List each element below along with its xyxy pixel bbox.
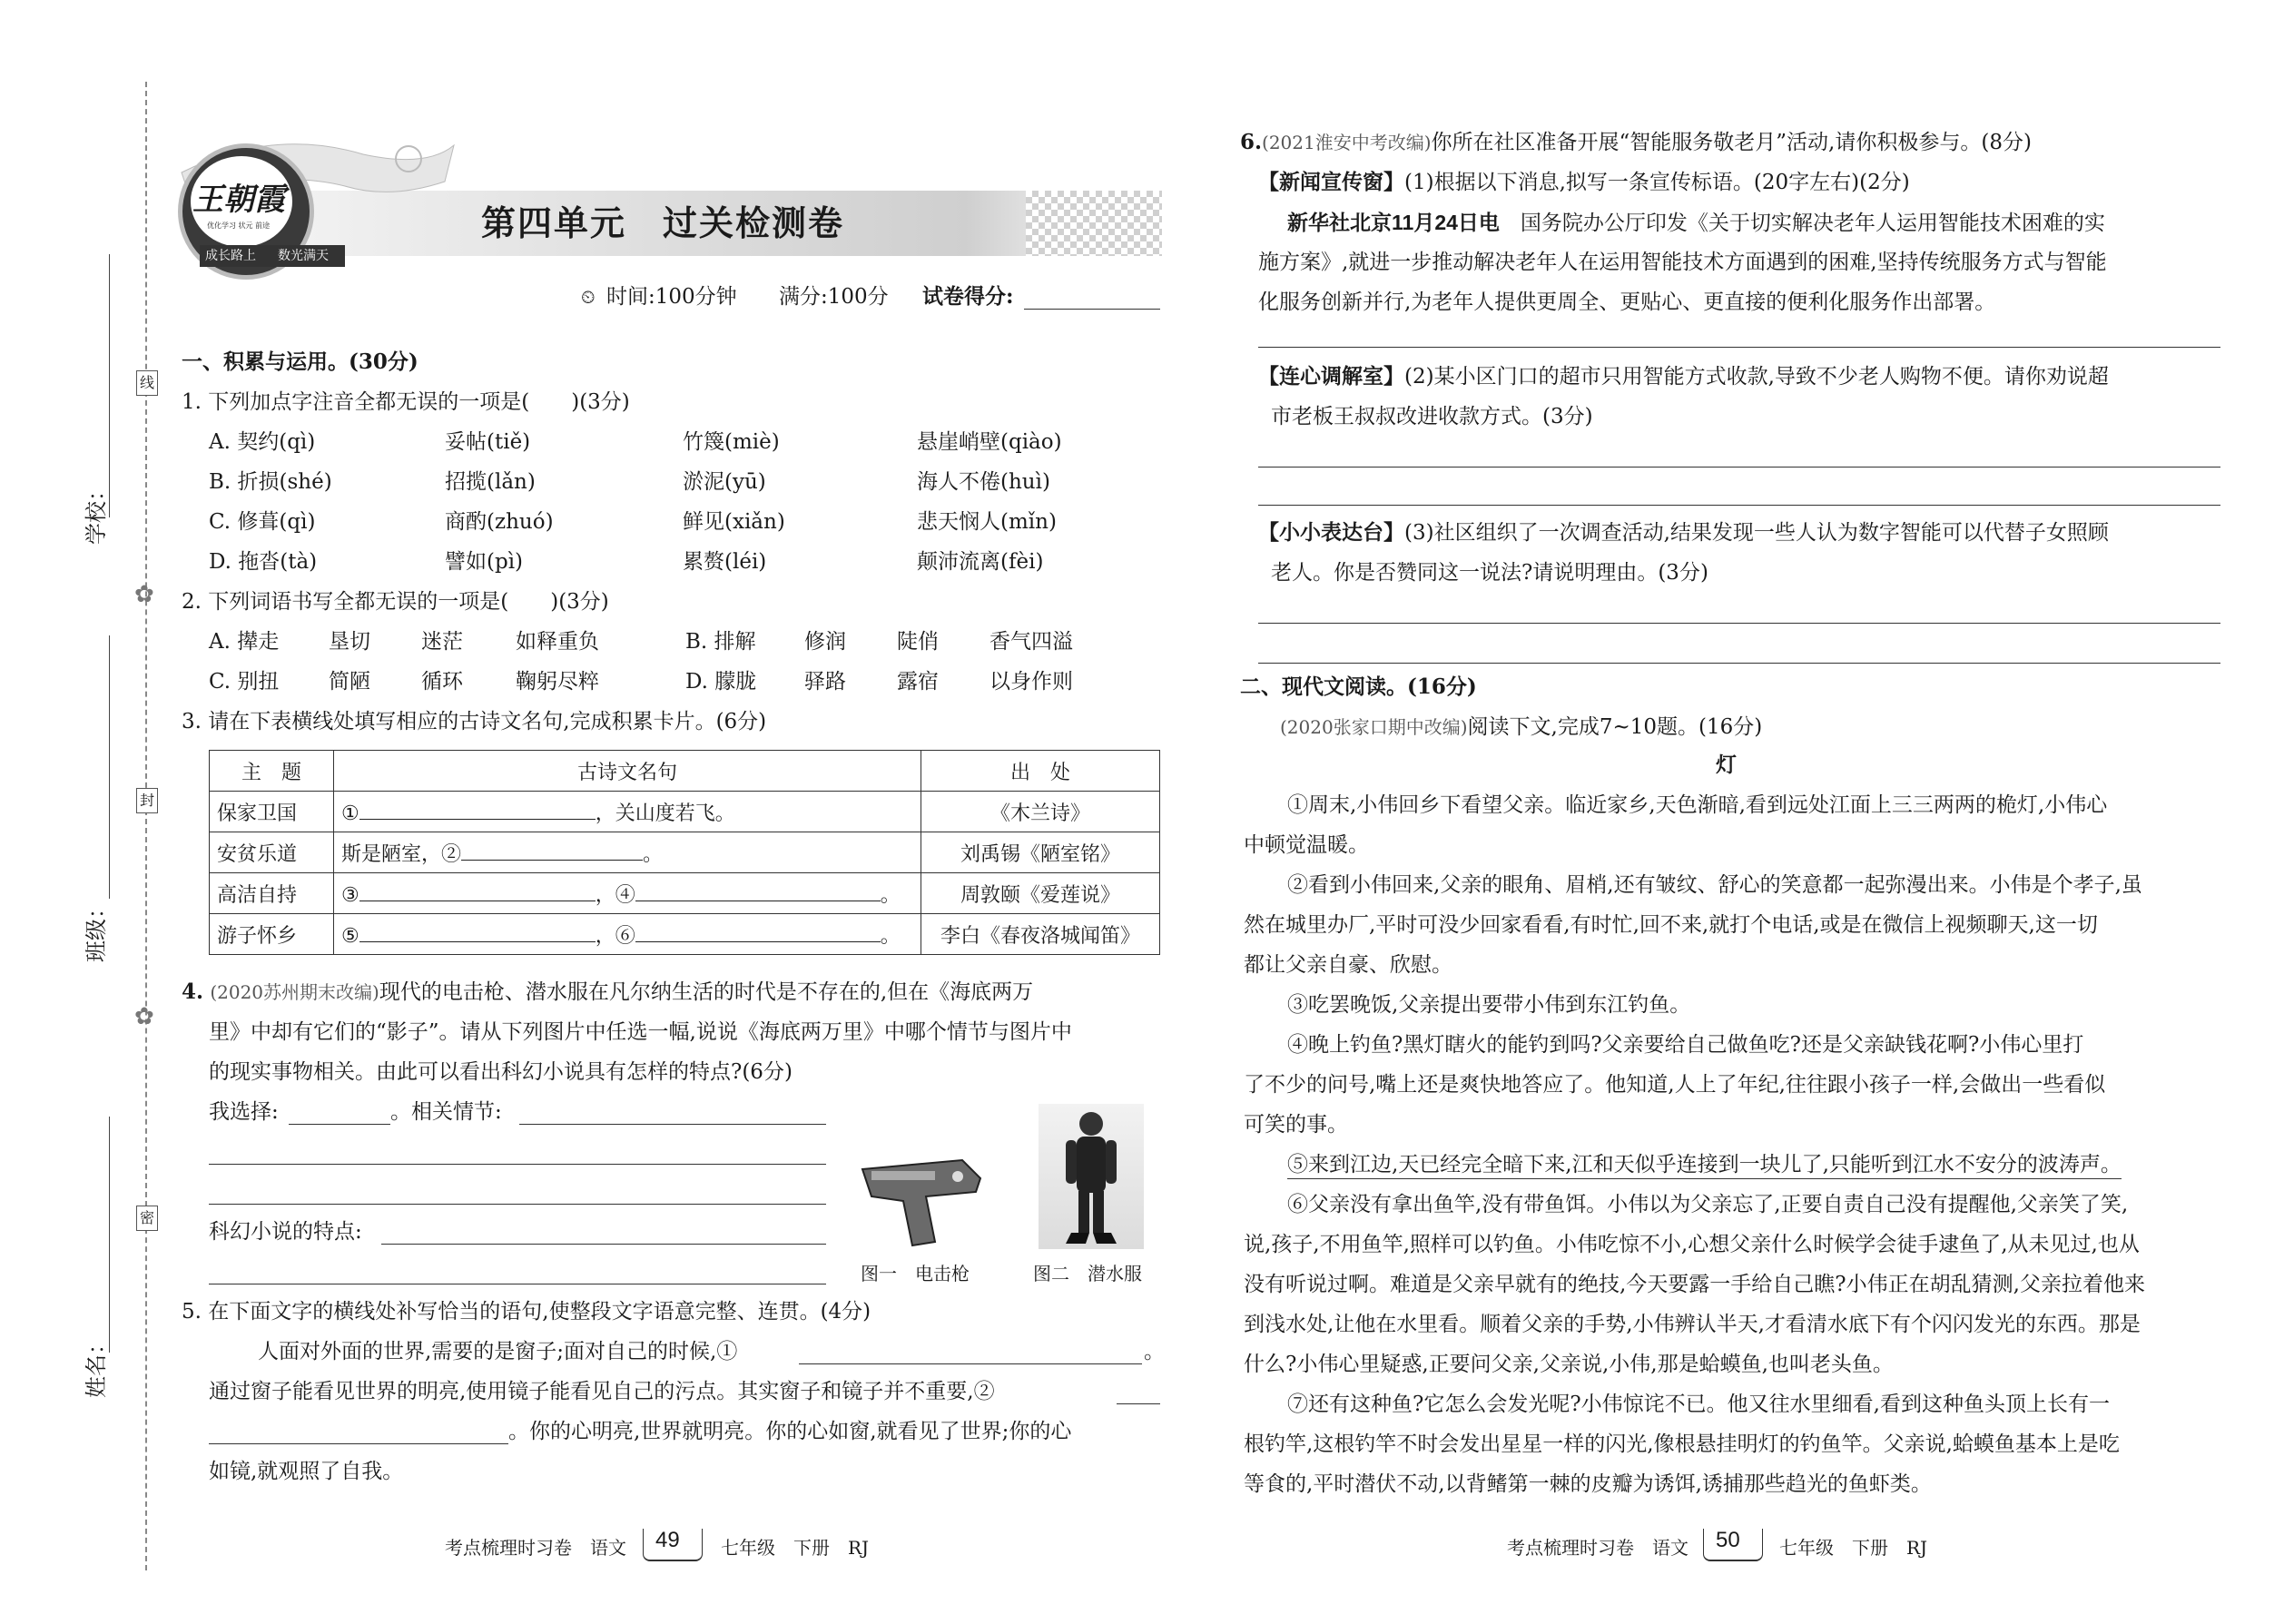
binding-dashed-line: [145, 82, 147, 1570]
q4-plot-label: 。相关情节:: [390, 1100, 502, 1124]
article-para6-line5: 什么?小伟心里疑惑,正要问父亲,父亲说,小伟,那是蛤蟆鱼,也叫老头鱼。: [1244, 1353, 1894, 1376]
binding-mark-seal: 封: [136, 788, 158, 813]
footer-left-label: 考点梳理时习卷 语文: [445, 1537, 626, 1559]
score-blank: [1024, 309, 1160, 310]
q6-part2-line2: 市老板王叔叔改进收款方式。(3分): [1271, 405, 1593, 428]
q6-part3-line2: 老人。你是否赞同这一说法?请说明理由。(3分): [1271, 561, 1708, 585]
binding-mark-line: 线: [136, 370, 158, 396]
poem-blank[interactable]: [635, 921, 881, 942]
news-window-tag: 【新闻宣传窗】: [1258, 170, 1404, 194]
row-source: 周敦颐《爱莲说》: [921, 873, 1160, 914]
article-para6-line1: ⑥父亲没有拿出鱼竿,没有带鱼饵。小伟以为父亲忘了,正要自责自己没有提醒他,父亲笑了笑,: [1287, 1193, 2129, 1216]
footer-left-grade: 七年级 下册 RJ: [721, 1537, 870, 1559]
s2-intro: (2020张家口期中改编)阅读下文,完成7~10题。(16分): [1280, 715, 1763, 739]
q2-word: 如释重负: [516, 630, 599, 654]
q1-option: 妥帖(tiě): [445, 430, 531, 454]
article-para7-line1: ⑦还有这种鱼?它怎么会发光呢?小伟惊诧不已。他又往水里细看,看到这种鱼头顶上长有一: [1287, 1393, 2110, 1416]
article-para1-line1: ①周末,小伟回乡下看望父亲。临近家乡,天色渐暗,看到远处江面上三三两两的桅灯,小伟心: [1287, 793, 2108, 817]
q2-word: C. 别扭: [209, 670, 280, 694]
q1-stem: 1. 下列加点字注音全都无误的一项是( )(3分): [182, 390, 630, 414]
news-dateline: 新华社北京11月24日电: [1287, 211, 1500, 234]
q2-word: A. 撵走: [209, 630, 280, 654]
row-theme: 高洁自持: [210, 873, 334, 914]
q5-blank1[interactable]: [799, 1363, 1142, 1364]
q2-word: 循环: [421, 670, 463, 694]
article-para6-line3: 没有听说过啊。难道是父亲早就有的绝技,今天要露一手给自己瞧?小伟正在胡乱猜测,父亲拉着他来: [1244, 1273, 2145, 1296]
q1-option: 招揽(lǎn): [445, 470, 536, 494]
q1-option: B. 折损(shé): [209, 470, 332, 494]
q6-answer-line[interactable]: [1258, 347, 2220, 348]
footer-left-page: 49: [655, 1528, 680, 1552]
binding-flower-icon: ✿: [134, 581, 154, 608]
q5-blank2-cont[interactable]: [209, 1443, 508, 1444]
figure1-caption: 图一 电击枪: [861, 1263, 970, 1284]
row-poem[interactable]: ③ ，④ 。: [334, 873, 921, 914]
section2-title: 二、现代文阅读。(16分): [1240, 674, 1477, 699]
article-title: 灯: [1716, 753, 1737, 777]
article-para2-line3: 都让父亲自豪、欣慰。: [1244, 953, 1452, 977]
diver-figure: [1039, 1104, 1144, 1249]
q6-answer-line[interactable]: [1258, 623, 2220, 624]
q1-option: 譬如(pì): [445, 550, 524, 574]
row-source: 刘禹锡《陋室铭》: [921, 832, 1160, 873]
q1-option: 竹篾(miè): [683, 430, 780, 454]
binding-solid-line-2: [109, 635, 110, 899]
col-poem: 古诗文名句: [334, 751, 921, 792]
exam-score-label: 试卷得分:: [922, 284, 1014, 309]
logo-ribbon-right: 数光满天: [278, 249, 329, 263]
q5-line4: 如镜,就观照了自我。: [209, 1460, 404, 1483]
poem-blank[interactable]: [461, 840, 643, 861]
q4-line3: 的现实事物相关。由此可以看出科幻小说具有怎样的特点?(6分): [209, 1060, 793, 1084]
poem-blank[interactable]: [359, 921, 596, 942]
q4-choose-blank[interactable]: [289, 1124, 390, 1125]
article-para4-line2: 了不少的问号,嘴上还是爽快地答应了。他知道,人上了年纪,往往跟小孩子一样,会做出一些看似: [1244, 1073, 2106, 1097]
q2-word: 垦切: [329, 630, 370, 654]
q5-line3: 。你的心明亮,世界就明亮。你的心如窗,就看见了世界;你的心: [508, 1420, 1072, 1443]
q4-feature-label: 科幻小说的特点:: [209, 1220, 362, 1244]
q6-part1: 【新闻宣传窗】(1)根据以下消息,拟写一条宣传标语。(20字左右)(2分): [1258, 170, 1910, 194]
q1-option: 累赘(léi): [683, 550, 767, 574]
q2-word: 陡俏: [897, 630, 939, 654]
article-para4-line3: 可笑的事。: [1244, 1113, 1348, 1137]
row-theme: 安贫乐道: [210, 832, 334, 873]
row-poem[interactable]: ⑤ ，⑥ 。: [334, 914, 921, 955]
q5-line1-end: 。: [1144, 1340, 1165, 1363]
q6-answer-line[interactable]: [1258, 663, 2220, 664]
table-row: [210, 832, 1160, 873]
q6-answer-line[interactable]: [1258, 505, 2220, 506]
name-label: 姓名：: [84, 1333, 109, 1398]
q2-word: B. 排解: [685, 630, 756, 654]
col-theme: 主 题: [210, 751, 334, 792]
section1-title: 一、积累与运用。(30分): [182, 349, 418, 374]
row-poem[interactable]: 斯是陋室，② 。: [334, 832, 921, 873]
q2-word: 鞠躬尽粹: [516, 670, 599, 694]
q2-stem: 2. 下列词语书写全都无误的一项是( )(3分): [182, 590, 609, 614]
school-label: 学校：: [84, 479, 109, 545]
poem-blank[interactable]: [635, 881, 881, 901]
q6-part3-line1: 【小小表达台】(3)社区组织了一次调查活动,结果发现一些人认为数字智能可以代替子女照顾: [1258, 520, 2109, 545]
q6-source: (2021淮安中考改编): [1262, 132, 1432, 153]
q1-option: 悬崖峭壁(qiào): [917, 430, 1062, 454]
q4-answer-line[interactable]: [209, 1204, 826, 1205]
q1-option: 商酌(zhuó): [445, 510, 554, 534]
s2-source: (2020张家口期中改编): [1280, 716, 1468, 738]
article-para5: ⑤来到江边,天已经完全暗下来,江和天似乎连接到一块儿了,只能听到江水不安分的波涛声。: [1287, 1151, 2122, 1179]
row-source: 《木兰诗》: [921, 792, 1160, 832]
news-line1: 新华社北京11月24日电 国务院办公厅印发《关于切实解决老年人运用智能技术困难的实: [1287, 211, 2105, 235]
q1-option: 海人不倦(huì): [917, 470, 1050, 494]
q4-plot-blank[interactable]: [519, 1124, 826, 1125]
stun-gun-image: [853, 1151, 989, 1251]
table-row: [210, 792, 1160, 832]
q1-option: A. 契约(qì): [209, 430, 316, 454]
article-para2-line1: ②看到小伟回来,父亲的眼角、眉梢,还有皱纹、舒心的笑意都一起弥漫出来。小伟是个孝子,虽: [1287, 873, 2142, 897]
q4-feature-blank[interactable]: [381, 1244, 826, 1245]
expression-tag: 【小小表达台】: [1258, 520, 1404, 545]
poem-blank[interactable]: [359, 799, 596, 820]
logo-brand: 王朝霞: [192, 182, 285, 218]
article-para2-line2: 然在城里办厂,平时可没少回家看看,有时忙,回不来,就打个电话,或是在微信上视频聊天,这一切: [1244, 913, 2098, 937]
banner-checker: [1026, 191, 1162, 256]
q2-word: D. 朦胧: [685, 670, 757, 694]
q6-line1: 6.(2021淮安中考改编)你所在社区准备开展“智能服务敬老月”活动,请你积极参与。(8分): [1240, 130, 2032, 154]
figure2-caption: 图二 潜水服: [1033, 1263, 1142, 1284]
q5-line1: 人面对外面的世界,需要的是窗子;面对自己的时候,①: [258, 1340, 738, 1363]
binding-mark-close: 密: [136, 1206, 158, 1231]
article-para4-line1: ④晚上钓鱼?黑灯瞎火的能钓到吗?父亲要给自己做鱼吃?还是父亲缺钱花啊?小伟心里打: [1287, 1033, 2084, 1057]
poem-table-header: [210, 751, 1160, 792]
footer-right-label: 考点梳理时习卷 语文: [1507, 1537, 1689, 1559]
footer-right-grade: 七年级 下册 RJ: [1779, 1537, 1928, 1559]
q4-line1: 4. (2020苏州期末改编)现代的电击枪、潜水服在凡尔纳生活的时代是不存在的,但在《海底两万: [182, 979, 1034, 1004]
q5-line2: 通过窗子能看见世界的明亮,使用镜子能看见自己的污点。其实窗子和镜子并不重要,②: [209, 1380, 995, 1403]
q2-word: 以身作则: [989, 670, 1073, 694]
clock-icon: ⏲: [581, 286, 596, 308]
row-source: 李白《春夜洛城闻笛》: [921, 914, 1160, 955]
q4-answer-line[interactable]: [209, 1164, 826, 1165]
article-para6-line2: 说,孩子,不用鱼竿,照样可以钓鱼。小伟吃惊不小,心想父亲什么时候学会徒手逮鱼了,从未见过,也从: [1244, 1233, 2140, 1256]
q2-word: 修润: [804, 630, 846, 654]
article-para7-line2: 根钓竿,这根钓竿不时会发出星星一样的闪光,像根悬挂明灯的钓鱼竿。父亲说,蛤蟆鱼基本上是吃: [1244, 1432, 2120, 1456]
poem-blank[interactable]: [359, 881, 596, 901]
q4-line2: 里》中却有它们的“影子”。请从下列图片中任选一幅,说说《海底两万里》中哪个情节与图片中: [209, 1020, 1072, 1044]
article-para1-line2: 中顿觉温暖。: [1244, 833, 1369, 857]
q1-option: 颠沛流离(fèi): [917, 550, 1044, 574]
q6-part2-line1: 【连心调解室】(2)某小区门口的超市只用智能方式收款,导致不少老人购物不便。请你劝说超: [1258, 364, 2109, 389]
q2-word: 露宿: [897, 670, 939, 694]
q2-word: 香气四溢: [989, 630, 1073, 654]
q1-option: 淤泥(yū): [683, 470, 766, 494]
logo-ribbon-left: 成长路上: [205, 249, 256, 263]
binding-solid-line-1: [109, 254, 110, 517]
q5-blank2[interactable]: [1117, 1403, 1160, 1404]
article-para6-line4: 到浅水处,让他在水里看。顺着父亲的手势,小伟辨认半天,才看清水底下有个闪闪发光的东西。那是: [1244, 1313, 2141, 1336]
q5-stem: 5. 在下面文字的横线处补写恰当的语句,使整段文字语意完整、连贯。(4分): [182, 1300, 871, 1324]
q2-word: 驿路: [804, 670, 846, 694]
exam-full-score: 满分:100分: [779, 285, 889, 309]
article-para3: ③吃罢晚饭,父亲提出要带小伟到东江钓鱼。: [1287, 993, 1691, 1017]
q4-choose-label: 我选择:: [209, 1100, 279, 1124]
news-line2: 施方案》,就进一步推动解决老年人在运用智能技术方面遇到的困难,坚持传统服务方式与智能: [1258, 251, 2107, 274]
poem-card-table: [209, 750, 1160, 955]
table-row: [210, 914, 1160, 955]
logo-motto: 优化学习 状元 前途: [207, 221, 271, 230]
page-title: 第四单元 过关检测卷: [481, 202, 845, 243]
q4-source: (2020苏州期末改编): [210, 981, 379, 1003]
binding-solid-line-3: [109, 1117, 110, 1353]
row-theme: 保家卫国: [210, 792, 334, 832]
q2-word: 迷茫: [421, 630, 463, 654]
news-line3: 化服务创新并行,为老年人提供更周全、更贴心、更直接的便利化服务作出部署。: [1258, 290, 1996, 314]
q3-stem: 3. 请在下表横线处填写相应的古诗文名句,完成积累卡片。(6分): [182, 710, 767, 733]
class-label: 班级：: [84, 897, 109, 962]
exam-time: 时间:100分钟: [606, 285, 737, 309]
q6-answer-line[interactable]: [1258, 467, 2220, 468]
row-poem[interactable]: ① ，关山度若飞。: [334, 792, 921, 832]
col-source: 出 处: [921, 751, 1160, 792]
row-theme: 游子怀乡: [210, 914, 334, 955]
q2-word: 简陋: [329, 670, 370, 694]
footer-right-page: 50: [1716, 1528, 1740, 1552]
table-row: [210, 873, 1160, 914]
article-para7-line3: 等食的,平时潜伏不动,以背鳍第一棘的皮瓣为诱饵,诱捕那些趋光的鱼虾类。: [1244, 1472, 1932, 1496]
diving-suit-photo: [1039, 1104, 1144, 1249]
q1-option: D. 拖沓(tà): [209, 550, 318, 574]
mediation-tag: 【连心调解室】: [1258, 364, 1404, 389]
binding-flower-icon: ✿: [134, 1003, 154, 1030]
q1-option: 鲜见(xiǎn): [683, 510, 785, 534]
q1-option: 悲天悯人(mǐn): [917, 510, 1057, 534]
q1-option: C. 修葺(qì): [209, 510, 316, 534]
